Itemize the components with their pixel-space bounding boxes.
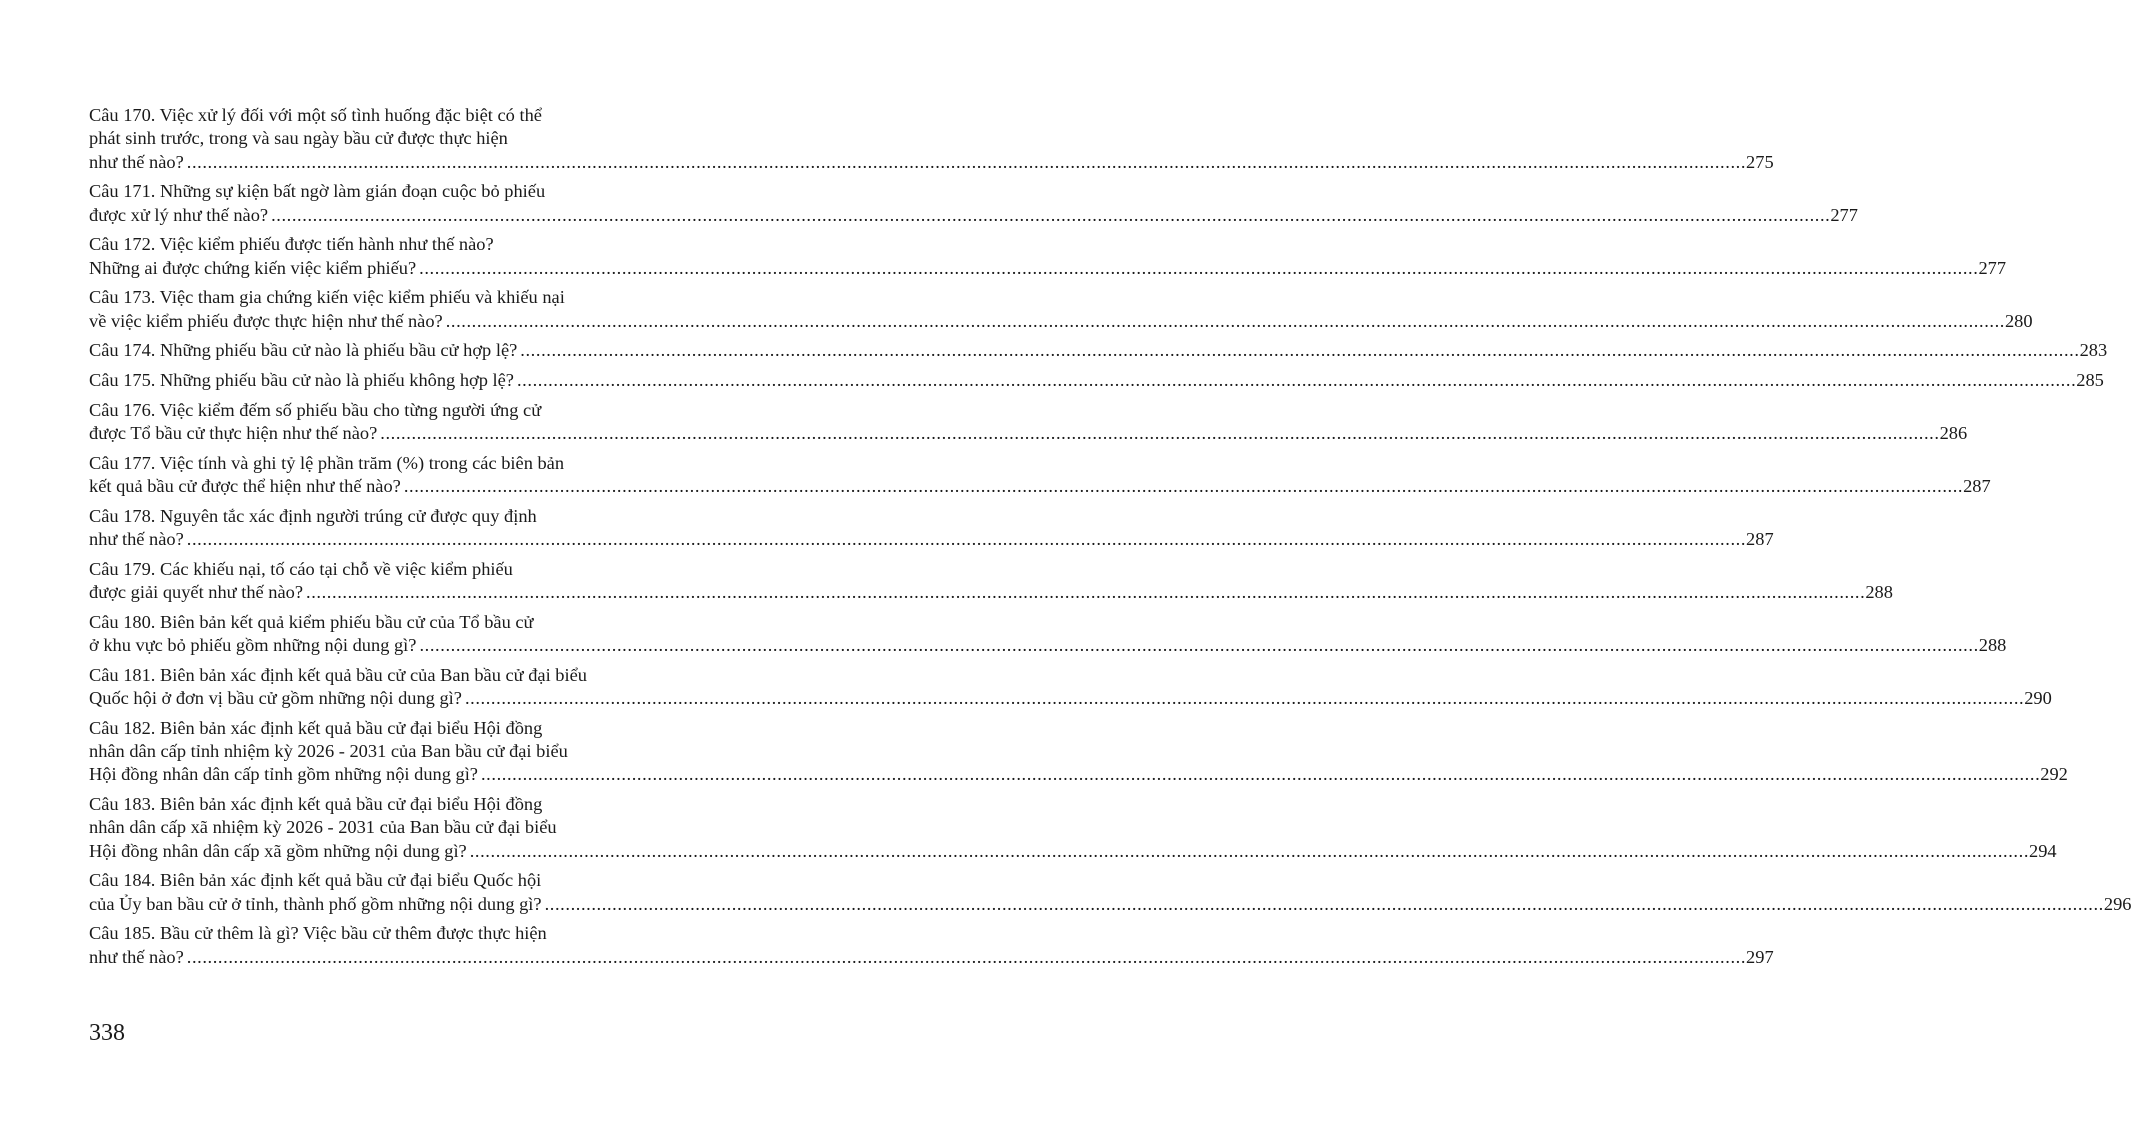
dot-leader: ............................................................................................................................................................................................................................................................................................................ — [419, 635, 1979, 655]
toc-entry-line: được xử lý như thế nào? — [89, 204, 269, 225]
toc-entry-last-line — [89, 204, 1858, 227]
toc-entry-last-line — [89, 946, 1774, 969]
toc-entry-line: Câu 178. Nguyên tắc xác định người trúng cử được quy định — [89, 505, 537, 526]
toc-entry — [89, 505, 1774, 552]
toc-entry-last-line — [89, 763, 2068, 786]
dot-leader: ............................................................................................................................................................................................................................................................................................................ — [186, 529, 1747, 549]
toc-entry-line: Câu 183. Biên bản xác định kết quả bầu cử đại biểu Hội đồng — [89, 794, 543, 814]
toc-entry — [89, 869, 2131, 916]
toc-entry — [89, 664, 2052, 711]
toc-entry — [89, 233, 2007, 280]
toc-entry-line: của Ủy ban bầu cử ở tỉnh, thành phố gồm những nội dung gì? — [89, 893, 542, 914]
toc-entry-line: Câu 175. Những phiếu bầu cử nào là phiếu không hợp lệ? — [89, 370, 514, 390]
toc-entry — [89, 180, 1858, 227]
toc-entry — [89, 922, 1774, 969]
toc-entry-line: như thế nào? — [89, 946, 184, 967]
dot-leader: ............................................................................................................................................................................................................................................................................................................ — [520, 340, 2080, 361]
toc-entry-line: Câu 171. Những sự kiện bất ngờ làm gián đoạn cuộc bỏ phiếu — [89, 181, 546, 202]
toc-entry-line: Câu 179. Các khiếu nại, tố cáo tại chỗ về việc kiểm phiếu — [89, 558, 513, 579]
toc-entry-line: Câu 172. Việc kiểm phiếu được tiến hành như thế nào? — [89, 234, 494, 255]
toc-entry-last-line — [89, 687, 2052, 710]
toc-page-ref: 297 — [1746, 946, 1774, 967]
toc-page-ref: 275 — [1746, 151, 1774, 172]
toc-entry-line: Những ai được chứng kiến việc kiểm phiếu? — [89, 257, 417, 278]
dot-leader: ............................................................................................................................................................................................................................................................................................................ — [419, 257, 1979, 278]
toc-page-ref: 283 — [2079, 340, 2108, 361]
toc-page-ref: 287 — [1746, 529, 1774, 549]
toc-entry-line: nhân dân cấp tỉnh nhiệm kỳ 2026 - 2031 của Ban bầu cử đại biểu — [89, 741, 568, 761]
toc-entry-line: kết quả bầu cử được thể hiện như thế nào? — [89, 476, 401, 496]
dot-leader: ............................................................................................................................................................................................................................................................................................................ — [516, 370, 2077, 390]
toc-entry-last-line — [89, 369, 2104, 392]
toc-entry-line: Câu 182. Biên bản xác định kết quả bầu cử đại biểu Hội đồng — [89, 717, 543, 738]
toc-entry-last-line — [89, 151, 1774, 174]
page-number: 338 — [89, 1020, 125, 1046]
toc-entry-line: như thế nào? — [89, 151, 184, 172]
toc-entry-line: Hội đồng nhân dân cấp tỉnh gồm những nội dung gì? — [89, 764, 478, 785]
toc-page-ref: 280 — [2004, 310, 2033, 331]
toc-page-ref: 292 — [2040, 764, 2068, 785]
toc-page-ref: 285 — [2076, 370, 2104, 390]
toc-entry-line: được giải quyết như thế nào? — [89, 582, 304, 602]
toc-entry-line: Câu 173. Việc tham gia chứng kiến việc kiểm phiếu và khiếu nại — [89, 287, 565, 308]
toc-page-ref: 287 — [1963, 476, 1991, 496]
toc-entry-line: như thế nào? — [89, 529, 184, 549]
dot-leader: ............................................................................................................................................................................................................................................................................................................ — [464, 688, 2025, 708]
toc-entry-line: ở khu vực bỏ phiếu gồm những nội dung gì? — [89, 635, 417, 655]
toc-entry-line: Câu 170. Việc xử lý đối với một số tình huống đặc biệt có thể — [89, 105, 542, 125]
dot-leader: ............................................................................................................................................................................................................................................................................................................ — [544, 893, 2104, 914]
dot-leader: ............................................................................................................................................................................................................................................................................................................ — [186, 946, 1747, 967]
dot-leader: ............................................................................................................................................................................................................................................................................................................ — [469, 840, 2030, 861]
toc-entry — [89, 369, 2104, 392]
toc-entry — [89, 717, 2068, 787]
toc-entry-last-line — [89, 422, 1968, 445]
dot-leader: ............................................................................................................................................................................................................................................................................................................ — [480, 764, 2041, 785]
toc-entry — [89, 286, 2033, 333]
toc-page-ref: 288 — [1978, 635, 2007, 655]
toc-page-ref: 296 — [2103, 893, 2131, 914]
toc-page-ref: 286 — [1939, 423, 1968, 443]
dot-leader: ............................................................................................................................................................................................................................................................................................................ — [271, 204, 1831, 225]
dot-leader: ............................................................................................................................................................................................................................................................................................................ — [380, 423, 1940, 443]
toc-entry-last-line — [89, 581, 1893, 604]
toc-entry — [89, 793, 2057, 863]
toc-entry — [89, 558, 1893, 605]
toc-entry-line: Hội đồng nhân dân cấp xã gồm những nội dung gì? — [89, 840, 467, 861]
toc-entry-line: Câu 177. Việc tính và ghi tỷ lệ phần trăm (%) trong các biên bản — [89, 452, 565, 473]
toc-entry-line: Câu 185. Bầu cử thêm là gì? Việc bầu cử thêm được thực hiện — [89, 923, 547, 944]
toc-entry — [89, 452, 1991, 499]
toc-entry-line: Câu 184. Biên bản xác định kết quả bầu cử đại biểu Quốc hội — [89, 870, 542, 891]
toc-entry-last-line — [89, 893, 2131, 916]
toc-page-ref: 288 — [1865, 582, 1893, 602]
toc-entry-line: Câu 180. Biên bản kết quả kiểm phiếu bầu cử của Tổ bầu cử — [89, 611, 534, 632]
dot-leader: ............................................................................................................................................................................................................................................................................................................ — [186, 151, 1747, 172]
table-of-contents — [89, 104, 2131, 975]
toc-entry-last-line — [89, 339, 2108, 362]
toc-entry-last-line — [89, 840, 2057, 863]
toc-entry-last-line — [89, 634, 2007, 657]
toc-entry-line: Câu 174. Những phiếu bầu cử nào là phiếu bầu cử hợp lệ? — [89, 340, 518, 361]
toc-entry-line: về việc kiểm phiếu được thực hiện như thế nào? — [89, 310, 443, 331]
toc-entry-line: nhân dân cấp xã nhiệm kỳ 2026 - 2031 của Ban bầu cử đại biểu — [89, 817, 557, 838]
toc-entry — [89, 339, 2108, 362]
toc-entry-line: Câu 181. Biên bản xác định kết quả bầu cử của Ban bầu cử đại biểu — [89, 664, 587, 685]
toc-page-ref: 277 — [1830, 204, 1858, 225]
toc-page-ref: 294 — [2029, 840, 2057, 861]
toc-entry-last-line — [89, 257, 2007, 280]
toc-page-ref: 277 — [1978, 257, 2007, 278]
dot-leader: ............................................................................................................................................................................................................................................................................................................ — [403, 476, 1964, 496]
toc-entry — [89, 399, 1968, 446]
toc-entry-last-line — [89, 475, 1991, 498]
toc-entry — [89, 611, 2007, 658]
toc-entry-last-line — [89, 528, 1774, 551]
toc-entry — [89, 104, 1774, 174]
toc-entry-line: Câu 176. Việc kiểm đếm số phiếu bầu cho từng người ứng cử — [89, 399, 542, 420]
toc-entry-last-line — [89, 310, 2033, 333]
toc-page-ref: 290 — [2024, 688, 2052, 708]
toc-entry-line: Quốc hội ở đơn vị bầu cử gồm những nội dung gì? — [89, 688, 462, 708]
dot-leader: ............................................................................................................................................................................................................................................................................................................ — [306, 582, 1866, 602]
toc-entry-line: phát sinh trước, trong và sau ngày bầu cử được thực hiện — [89, 128, 508, 149]
dot-leader: ............................................................................................................................................................................................................................................................................................................ — [445, 310, 2005, 331]
toc-entry-line: được Tổ bầu cử thực hiện như thế nào? — [89, 423, 378, 443]
